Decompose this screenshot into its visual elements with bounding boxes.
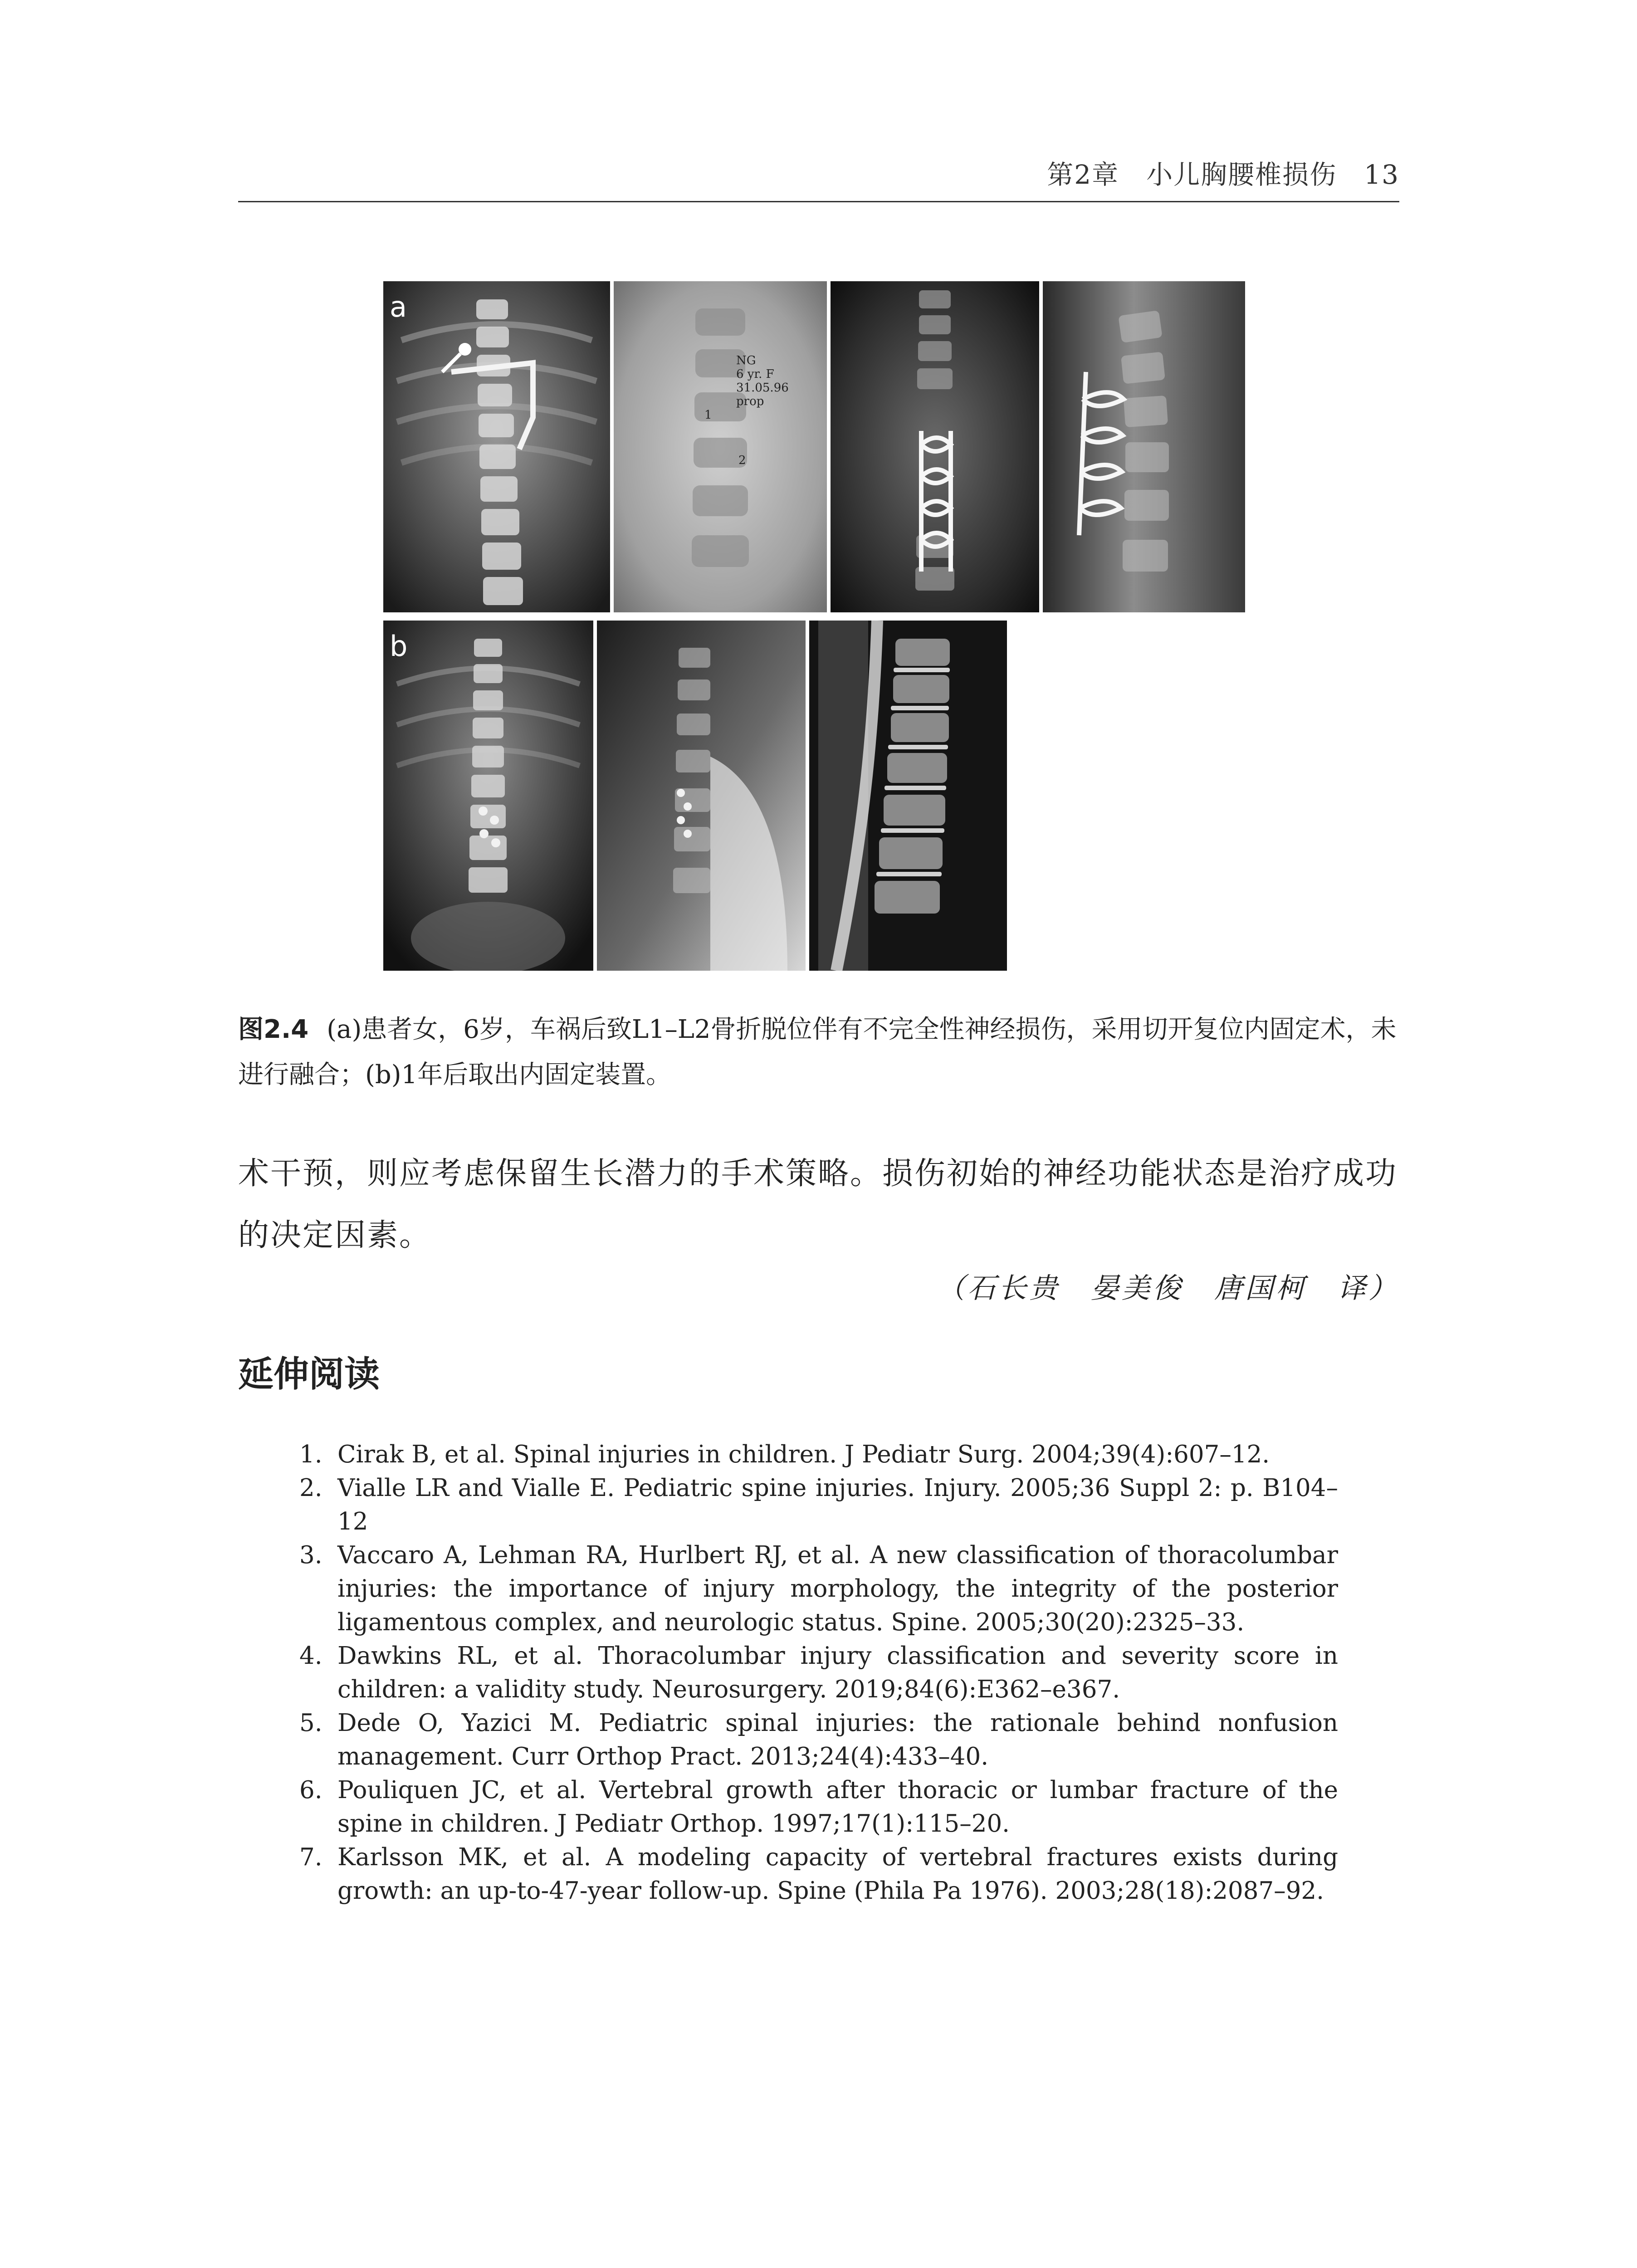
reference-number: 6. [299, 1776, 323, 1804]
reference-number: 1. [299, 1441, 323, 1468]
xray-annotation [736, 354, 789, 408]
reference-text: Dede O, Yazici M. Pediatric spinal injuries: the rationale behind nonfusion management. Curr Orthop Pract. 2013;24(4):433–40. [337, 1709, 1338, 1770]
reference-item [299, 1639, 1338, 1706]
xray-marker-1: 1 [704, 408, 712, 422]
xray-panel-a2 [614, 281, 827, 612]
reference-number: 2. [299, 1474, 323, 1502]
xray-image [1043, 281, 1245, 612]
figure-caption [238, 1007, 1399, 1098]
translators-credit: （石长贵 晏美俊 唐国柯 译） [936, 1271, 1399, 1305]
figure-2-4 [383, 281, 1245, 971]
reference-item [299, 1841, 1338, 1908]
xray-image [383, 621, 593, 971]
header-rule [238, 201, 1399, 202]
xray-image [614, 281, 827, 612]
reference-number: 4. [299, 1642, 323, 1670]
reference-number: 5. [299, 1709, 323, 1737]
reference-text: Dawkins RL, et al. Thoracolumbar injury classification and severity score in children: a validity study. Neurosurgery. 2019;84(6):E362–e367. [337, 1642, 1338, 1703]
xray-panel-b2 [597, 621, 806, 971]
section-title-further-reading: 延伸阅读 [238, 1354, 380, 1395]
xray-marker-2: 2 [738, 454, 746, 467]
reference-item [299, 1471, 1338, 1539]
reference-text: Vaccaro A, Lehman RA, Hurlbert RJ, et al. A new classification of thoracolumbar injuries: the importance of injury morphology, the integrity of the posterior ligamentous complex, and neurologic status. Spine. 2005;30(20):2325–33. [337, 1541, 1338, 1636]
annotation-line: 6 yr. F [736, 367, 774, 381]
xray-image [831, 281, 1039, 612]
reference-item [299, 1438, 1338, 1471]
annotation-line: NG [736, 354, 756, 367]
reference-item [299, 1706, 1338, 1774]
reference-text: Pouliquen JC, et al. Vertebral growth after thoracic or lumbar fracture of the spine in children. J Pediatr Orthop. 1997;17(1):115–20. [337, 1776, 1338, 1838]
reference-number: 3. [299, 1541, 323, 1569]
reference-text: Karlsson MK, et al. A modeling capacity of vertebral fractures exists during growth: an up-to-47-year follow-up. Spine (Phila Pa 1976). 2003;28(18):2087–92. [337, 1843, 1338, 1905]
mri-image [809, 621, 1007, 971]
running-title: 第2章 小儿胸腰椎损伤 13 [1047, 159, 1399, 190]
xray-panel-b1 [383, 621, 593, 971]
reference-number: 7. [299, 1843, 323, 1871]
annotation-line: 31.05.96 [736, 381, 789, 395]
body-paragraph: 术干预，则应考虑保留生长潜力的手术策略。损伤初始的神经功能状态是治疗成功的决定因素。 [238, 1156, 1398, 1253]
page-header [238, 156, 1399, 206]
xray-image [597, 621, 806, 971]
caption-text: (a)患者女，6岁，车祸后致L1–L2骨折脱位伴有不完全性神经损伤，采用切开复位内固定术，未进行融合；(b)1年后取出内固定装置。 [238, 1015, 1397, 1090]
mri-panel-b3 [809, 621, 1007, 971]
reference-text: Vialle LR and Vialle E. Pediatric spine injuries. Injury. 2005;36 Suppl 2: p. B104–12 [337, 1474, 1338, 1535]
reference-text: Cirak B, et al. Spinal injuries in children. J Pediatr Surg. 2004;39(4):607–12. [337, 1441, 1270, 1468]
xray-image [383, 281, 610, 612]
xray-panel-a3 [831, 281, 1039, 612]
reference-list [299, 1438, 1338, 1908]
xray-panel-a4 [1043, 281, 1245, 612]
annotation-line: prop [736, 395, 764, 408]
reference-item [299, 1539, 1338, 1639]
reference-item [299, 1774, 1338, 1841]
xray-panel-a1 [383, 281, 610, 612]
caption-label: 图2.4 [238, 1015, 309, 1044]
panel-label-b: b [390, 630, 408, 663]
panel-label-a: a [390, 290, 407, 323]
